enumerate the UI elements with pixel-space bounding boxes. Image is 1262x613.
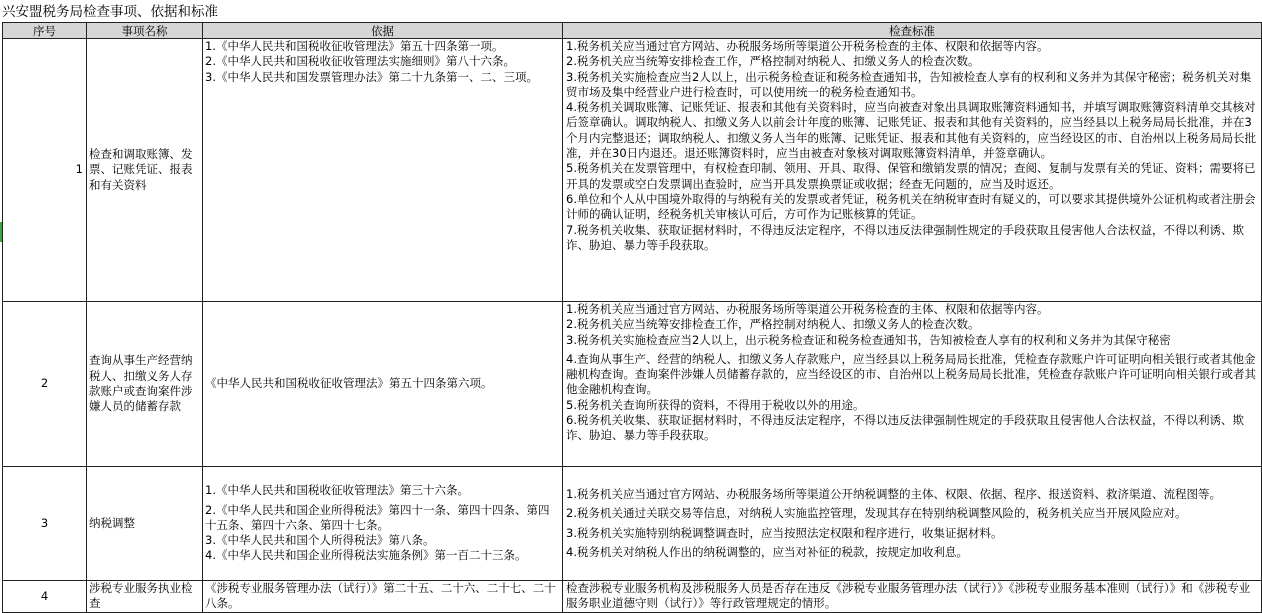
cell-basis[interactable] <box>203 467 563 581</box>
standard-line: 2.税务机关应当统筹安排检查工作，严格控制对纳税人、扣缴义务人的检查次数。 <box>566 54 980 69</box>
table-row <box>3 302 1262 467</box>
standard-line: 检查涉税专业服务机构及涉税服务人员是否存在违反《涉税专业服务管理办法（试行）》《涉税专业服务基本准则（试行）》和《涉税专业服务职业道德守则（试行）》等行政管理规定的情形。 <box>566 581 1251 611</box>
basis-line: 1.《中华人民共和国税收征收管理法》第五十四条第一项。 <box>205 39 504 53</box>
basis-line: 《涉税专业服务管理办法（试行）》第二十五、二十六、二十七、二十八条。 <box>205 581 556 611</box>
cell-standard[interactable] <box>563 581 1262 613</box>
cell-name[interactable]: 涉税专业服务执业检查 <box>87 581 203 613</box>
standard-line: 3.税务机关实施检查应当2人以上，出示税务检查证和税务检查通知书，告知被检查人享有的权利和义务并为其保守秘密 <box>566 332 1171 347</box>
basis-line: 4.《中华人民共和国企业所得税法实施条例》第一百二十三条。 <box>205 548 527 563</box>
standard-line: 1.税务机关应当通过官方网站、办税服务场所等渠道公开税务检查的主体、权限和依据等内容。 <box>566 302 1049 316</box>
standard-line: 4.税务机关对纳税人作出的纳税调整的，应当对补征的税款，按规定加收利息。 <box>566 544 968 559</box>
basis-line: 2.《中华人民共和国企业所得税法》第四十一条、第四十四条、第四十五条、第四十六条、第四十七条。 <box>205 502 550 532</box>
cell-name[interactable]: 查询从事生产经营纳税人、扣缴义务人存款账户或查询案件涉嫌人员的储蓄存款 <box>87 302 203 467</box>
cell-standard[interactable] <box>563 39 1262 302</box>
cell-no[interactable]: 4 <box>3 581 87 613</box>
cell-standard[interactable] <box>563 302 1262 467</box>
standard-line: 2.税务机关通过关联交易等信息，对纳税人实施监控管理，发现其存在特别纳税调整风险的，税务机关应当开展风险应对。 <box>566 506 1187 521</box>
basis-line: 3.《中华人民共和国发票管理办法》第二十九条第一、二、三项。 <box>205 69 538 84</box>
standard-line: 3.税务机关实施特别纳税调整调查时，应当按照法定权限和程序进行，收集证据材料。 <box>566 525 1003 540</box>
standard-line: 7.税务机关收集、获取证据材料时，不得违反法定程序，不得以违反法律强制性规定的手段获取且侵害他人合法权益，不得以利诱、欺诈、胁迫、暴力等手段获取。 <box>566 222 1244 252</box>
header-name[interactable]: 事项名称 <box>87 23 203 39</box>
sheet-title: 兴安盟税务局检查事项、依据和标准 <box>2 4 218 20</box>
table-row <box>3 39 1262 302</box>
standard-line: 1.税务机关应当通过官方网站、办税服务场所等渠道公开纳税调整的主体、权限、依据、程序、报送资料、救济渠道、流程图等。 <box>566 486 1221 501</box>
header-standard[interactable]: 检查标准 <box>563 23 1262 39</box>
header-row <box>3 23 1262 39</box>
standard-line: 6.税务机关收集、获取证据材料时，不得违反法定程序，不得以违反法律强制性规定的手段获取且侵害他人合法权益，不得以利诱、欺诈、胁迫、暴力等手段获取。 <box>566 413 1244 443</box>
standard-line: 1.税务机关应当通过官方网站、办税服务场所等渠道公开税务检查的主体、权限和依据等内容。 <box>566 39 1049 53</box>
basis-line: 3.《中华人民共和国个人所得税法》第八条。 <box>205 533 435 548</box>
basis-line: 1.《中华人民共和国税收征收管理法》第三十六条。 <box>205 483 469 498</box>
basis-line: 《中华人民共和国税收征收管理法》第五十四条第六项。 <box>205 376 493 391</box>
cell-no[interactable]: 2 <box>3 302 87 467</box>
standard-line: 3.税务机关实施检查应当2人以上，出示税务检查证和税务检查通知书，告知被检查人享有的权利和义务并为其保守秘密；税务机关对集贸市场及集中经营业户进行检查时，可以使用统一的税务检查通知书。 <box>566 69 1252 99</box>
cell-basis[interactable] <box>203 581 563 613</box>
basis-line: 2.《中华人民共和国税收征收管理法实施细则》第八十六条。 <box>205 54 515 69</box>
standard-line: 5.税务机关查询所获得的资料，不得用于税收以外的用途。 <box>566 397 865 412</box>
cell-name[interactable]: 纳税调整 <box>87 467 203 581</box>
standard-line: 5.税务机关在发票管理中，有权检查印制、领用、开具、取得、保管和缴销发票的情况；查阅、复制与发票有关的凭证、资料；需要将已开具的发票或空白发票调出查验时，应当开具发票换票证或收据；经查无问题的，应当及时返还。 <box>566 161 1256 191</box>
cell-no[interactable]: 3 <box>3 467 87 581</box>
inspection-table <box>2 22 1262 613</box>
table-row <box>3 467 1262 581</box>
standard-line: 4.查询从事生产、经营的纳税人、扣缴义务人存款账户，应当经县以上税务局局长批准，凭检查存款账户许可证明向相关银行或者其他金融机构查询。查询案件涉嫌人员储蓄存款的，应当经设区的市、自治州以上税务局局长批准，凭检查存款账户许可证明向相关银行或者其他金融机构查询。 <box>566 351 1256 397</box>
header-basis[interactable]: 依据 <box>203 23 563 39</box>
standard-line: 2.税务机关应当统筹安排检查工作，严格控制对纳税人、扣缴义务人的检查次数。 <box>566 317 980 332</box>
standard-line: 6.单位和个人从中国境外取得的与纳税有关的发票或者凭证，税务机关在纳税审查时有疑义的，可以要求其提供境外公证机构或者注册会计师的确认证明，经税务机关审核认可后，方可作为记账核算的凭证。 <box>566 191 1256 222</box>
cell-basis[interactable] <box>203 39 563 302</box>
cell-standard[interactable] <box>563 467 1262 581</box>
cell-basis[interactable] <box>203 302 563 467</box>
cell-no[interactable]: 1 <box>3 39 87 302</box>
table-row <box>3 581 1262 613</box>
cell-name[interactable]: 检查和调取账簿、发票、记账凭证、报表和有关资料 <box>87 39 203 302</box>
standard-line: 4.税务机关调取账簿、记账凭证、报表和其他有关资料时，应当向被查对象出具调取账簿资料通知书，并填写调取账簿资料清单交其核对后签章确认。调取纳税人、扣缴义务人以前会计年度的账簿、记账凭证、报表和其他有关资料的，应当经县以上税务局局长批准，并在3个月内完整退还；调取纳税人、扣缴义务人当年的账簿、记账凭证、报表和其他有关资料的，应当经设区的市、自治州以上税务局局长批准，并在30日内退还。退还账簿资料时，应当由被查对象核对调取账簿资料清单，并签章确认。 <box>566 100 1256 161</box>
header-no[interactable]: 序号 <box>3 23 87 39</box>
